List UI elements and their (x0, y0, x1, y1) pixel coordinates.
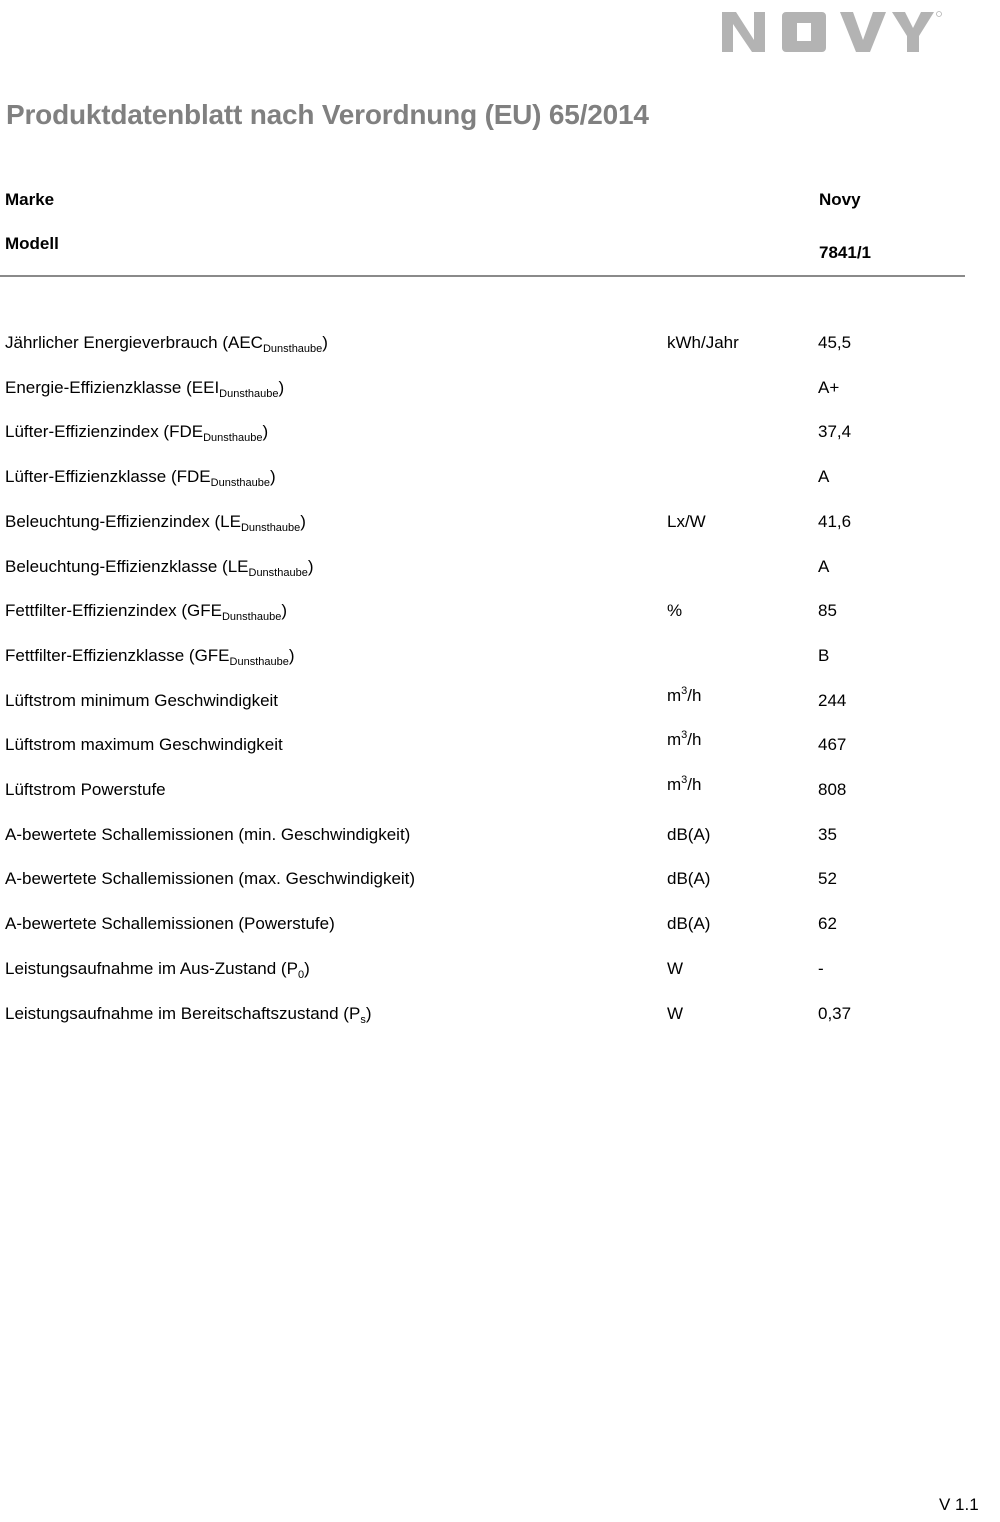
spec-value: 41,6 (818, 511, 852, 531)
spec-unit (667, 730, 701, 750)
spec-label-text: Fettfilter-Effizienzklasse (GFE (5, 645, 230, 665)
spec-label (5, 646, 295, 666)
spec-label-text: Lüfter-Effizienzindex (FDE (5, 422, 204, 442)
spec-label-subscript: 0 (297, 968, 305, 981)
spec-unit (667, 686, 701, 706)
spec-unit-text: m (667, 775, 682, 794)
spec-unit-text: dB(A) (667, 869, 711, 889)
spec-unit-text: % (667, 601, 683, 621)
spec-label-suffix: ) (262, 422, 269, 442)
spec-row (0, 512, 1000, 542)
spec-value: A (818, 556, 830, 576)
spec-row (0, 601, 1000, 631)
model-label: Modell (5, 234, 59, 253)
spec-label (5, 601, 287, 624)
spec-row (0, 333, 1000, 363)
spec-row (0, 467, 1000, 497)
spec-label-text: Lüfter-Effizienzklasse (FDE (5, 467, 211, 487)
spec-unit-superscript: 3 (681, 684, 688, 697)
spec-value: 52 (818, 869, 837, 889)
spec-row (0, 774, 1000, 810)
spec-row (0, 729, 1000, 765)
spec-unit (667, 869, 710, 889)
spec-unit (667, 601, 682, 621)
spec-label-text: A-bewertete Schallemissionen (Powerstufe) (5, 914, 335, 934)
spec-unit-text: dB(A) (667, 824, 711, 844)
spec-unit (667, 825, 710, 845)
spec-unit (667, 775, 701, 795)
novy-logo (720, 8, 945, 58)
spec-row (0, 825, 1000, 855)
spec-label (5, 914, 335, 934)
spec-value: 85 (818, 601, 837, 621)
spec-value: A (818, 467, 830, 487)
spec-unit-text: Lx/W (667, 511, 706, 531)
spec-unit-text: W (667, 958, 684, 978)
spec-label-text: Lüftstrom Powerstufe (5, 780, 166, 799)
spec-value: 45,5 (818, 333, 852, 352)
spec-label-subscript: Dunsthaube (219, 387, 279, 400)
header-divider (0, 275, 965, 277)
spec-label-subscript: Dunsthaube (221, 611, 282, 624)
spec-label-subscript: Dunsthaube (248, 566, 308, 579)
spec-value: 808 (818, 780, 847, 799)
spec-row (0, 684, 1000, 721)
spec-label-suffix: ) (281, 601, 287, 621)
spec-label-text: A-bewertete Schallemissionen (max. Geschwindigkeit) (5, 869, 416, 889)
version-label: V 1.1 (939, 1495, 979, 1514)
spec-label (5, 691, 278, 711)
spec-row (0, 1004, 1000, 1034)
spec-label-suffix: ) (300, 511, 306, 531)
spec-row (0, 959, 1000, 989)
page-title: Produktdatenblatt nach Verordnung (EU) 65/2014 (6, 99, 649, 130)
spec-unit-text: kWh/Jahr (667, 333, 739, 352)
spec-value: 37,4 (818, 422, 852, 442)
spec-value: A+ (818, 377, 840, 397)
spec-label-text: Lüftstrom minimum Geschwindigkeit (5, 690, 279, 710)
spec-label-text: Energie-Effizienzklasse (EEI (5, 377, 220, 397)
spec-label (5, 422, 269, 445)
spec-label (5, 869, 415, 889)
brand-label: Marke (5, 190, 55, 209)
spec-unit (667, 959, 683, 979)
spec-unit-suffix: /h (687, 730, 702, 750)
spec-label-subscript: Dunsthaube (240, 521, 301, 534)
spec-label-subscript: Dunsthaube (262, 343, 323, 355)
spec-label-text: Beleuchtung-Effizienzklasse (LE (5, 556, 249, 576)
spec-row (0, 869, 1000, 899)
spec-unit-text: dB(A) (667, 914, 711, 934)
spec-label-text: Fettfilter-Effizienzindex (GFE (5, 601, 222, 621)
spec-label (5, 735, 283, 755)
spec-value: 467 (818, 735, 847, 755)
spec-label (5, 1004, 371, 1024)
spec-label-suffix: ) (304, 958, 310, 978)
spec-label-text: Leistungsaufnahme im Bereitschaftszustand (P (5, 1003, 361, 1023)
spec-value: 62 (818, 914, 837, 934)
brand-value: Novy (819, 190, 861, 209)
spec-label-text: A-bewertete Schallemissionen (min. Geschwindigkeit) (5, 824, 411, 844)
spec-unit-suffix: /h (687, 685, 702, 705)
spec-value: 35 (818, 824, 837, 844)
spec-label (5, 512, 306, 532)
spec-label-suffix: ) (278, 377, 285, 397)
spec-label-text: Beleuchtung-Effizienzindex (LE (5, 511, 241, 531)
spec-unit (667, 1004, 683, 1024)
spec-label-text: Leistungsaufnahme im Aus-Zustand (P (5, 958, 298, 978)
spec-unit-superscript: 3 (681, 774, 688, 786)
spec-unit-suffix: /h (687, 775, 702, 794)
spec-value: 0,37 (818, 1003, 852, 1023)
spec-unit-text: W (667, 1003, 684, 1023)
spec-label-suffix: ) (322, 333, 328, 352)
spec-label (5, 333, 328, 353)
spec-row (0, 646, 1000, 676)
spec-label-suffix: ) (307, 556, 314, 576)
spec-unit (667, 512, 706, 532)
spec-label (5, 825, 410, 845)
spec-label (5, 467, 276, 490)
spec-label-subscript: Dunsthaube (229, 655, 289, 668)
spec-unit (667, 333, 739, 353)
spec-row (0, 378, 1000, 408)
spec-label (5, 780, 166, 800)
spec-label-text: Lüftstrom maximum Geschwindigkeit (5, 735, 283, 755)
spec-label (5, 557, 314, 577)
model-value: 7841/1 (819, 243, 871, 262)
spec-label-suffix: ) (269, 467, 276, 487)
spec-label (5, 959, 310, 979)
spec-row (0, 557, 1000, 587)
spec-row (0, 914, 1000, 944)
spec-unit-superscript: 3 (681, 729, 688, 742)
spec-label-subscript: s (360, 1013, 366, 1026)
spec-label-text: Jährlicher Energieverbrauch (AEC (5, 333, 263, 352)
spec-unit (667, 914, 710, 934)
spec-label-subscript: Dunsthaube (203, 432, 263, 445)
spec-label-subscript: Dunsthaube (210, 477, 270, 490)
spec-label-suffix: ) (365, 1003, 372, 1023)
spec-unit-text: m (667, 730, 682, 750)
spec-unit-text: m (667, 685, 682, 705)
spec-row (0, 422, 1000, 452)
spec-value: B (818, 645, 830, 665)
spec-label (5, 378, 284, 398)
spec-value: - (818, 958, 824, 978)
spec-value: 244 (818, 690, 847, 710)
spec-label-suffix: ) (288, 645, 295, 665)
